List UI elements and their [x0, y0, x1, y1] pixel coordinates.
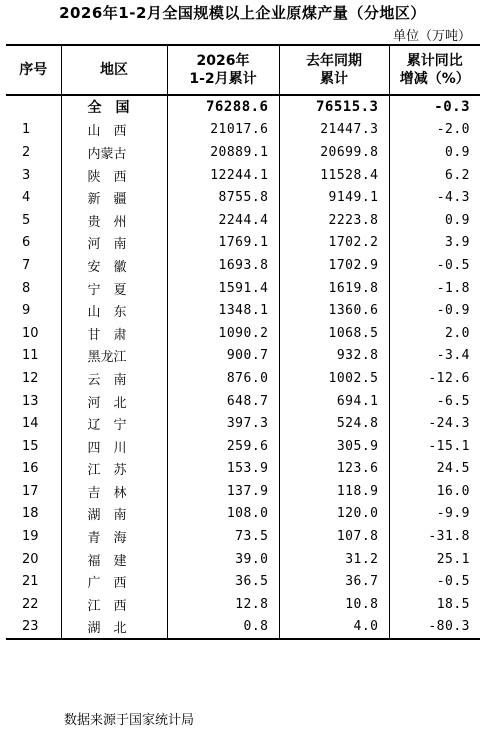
cell-seq [6, 95, 61, 119]
cell-region: 四 川 [61, 435, 167, 458]
cell-region: 河 北 [61, 390, 167, 413]
cell-yoy: 25.1 [389, 548, 480, 571]
cell-yoy: -0.9 [389, 299, 480, 322]
cell-yoy: -31.8 [389, 525, 480, 548]
cell-current: 1693.8 [167, 254, 279, 277]
cell-previous: 118.9 [279, 480, 389, 503]
cell-region: 福 建 [61, 548, 167, 571]
table-row [6, 525, 480, 548]
cell-yoy: 3.9 [389, 232, 480, 255]
cell-yoy: -80.3 [389, 616, 480, 640]
cell-seq: 8 [6, 277, 61, 300]
cell-previous: 120.0 [279, 503, 389, 526]
cell-current: 20889.1 [167, 141, 279, 164]
cell-previous: 1002.5 [279, 367, 389, 390]
cell-seq: 16 [6, 458, 61, 481]
cell-yoy: -1.8 [389, 277, 480, 300]
table-row [6, 232, 480, 255]
cell-current: 76288.6 [167, 95, 279, 119]
cell-seq: 18 [6, 503, 61, 526]
cell-yoy: 18.5 [389, 593, 480, 616]
cell-previous: 305.9 [279, 435, 389, 458]
cell-seq: 11 [6, 345, 61, 368]
cell-yoy: -9.9 [389, 503, 480, 526]
table-row [6, 164, 480, 187]
cell-region: 江 西 [61, 593, 167, 616]
cell-yoy: -3.4 [389, 345, 480, 368]
cell-previous: 76515.3 [279, 95, 389, 119]
cell-current: 1591.4 [167, 277, 279, 300]
unit-label: 单位（万吨） [392, 29, 471, 44]
cell-yoy: 24.5 [389, 458, 480, 481]
cell-yoy: -24.3 [389, 412, 480, 435]
cell-seq: 17 [6, 480, 61, 503]
cell-yoy: 2.0 [389, 322, 480, 345]
cell-region: 宁 夏 [61, 277, 167, 300]
table-row [6, 299, 480, 322]
cell-current: 1769.1 [167, 232, 279, 255]
cell-seq: 1 [6, 119, 61, 142]
cell-previous: 1068.5 [279, 322, 389, 345]
cell-yoy: 6.2 [389, 164, 480, 187]
cell-seq: 7 [6, 254, 61, 277]
table-row [6, 548, 480, 571]
cell-previous: 1702.2 [279, 232, 389, 255]
cell-region: 吉 林 [61, 480, 167, 503]
cell-current: 12.8 [167, 593, 279, 616]
cell-previous: 1702.9 [279, 254, 389, 277]
cell-current: 8755.8 [167, 186, 279, 209]
cell-yoy: -0.3 [389, 95, 480, 119]
cell-yoy: -4.3 [389, 186, 480, 209]
cell-seq: 21 [6, 570, 61, 593]
cell-region: 湖 北 [61, 616, 167, 640]
cell-region: 陕 西 [61, 164, 167, 187]
coal-output-table [6, 44, 480, 640]
cell-previous: 123.6 [279, 458, 389, 481]
cell-previous: 20699.8 [279, 141, 389, 164]
cell-region: 山 西 [61, 119, 167, 142]
table-row [6, 616, 480, 640]
table-row [6, 186, 480, 209]
table-row [6, 209, 480, 232]
cell-seq: 13 [6, 390, 61, 413]
cell-seq: 4 [6, 186, 61, 209]
table-row [6, 458, 480, 481]
cell-seq: 5 [6, 209, 61, 232]
cell-yoy: -12.6 [389, 367, 480, 390]
cell-current: 648.7 [167, 390, 279, 413]
cell-region: 甘 肃 [61, 322, 167, 345]
table-row [6, 593, 480, 616]
cell-previous: 2223.8 [279, 209, 389, 232]
table-row [6, 412, 480, 435]
table-row [6, 570, 480, 593]
cell-region: 贵 州 [61, 209, 167, 232]
cell-seq: 15 [6, 435, 61, 458]
cell-current: 12244.1 [167, 164, 279, 187]
source-note: 数据来源于国家统计局 [64, 713, 195, 728]
cell-current: 153.9 [167, 458, 279, 481]
cell-yoy: -2.0 [389, 119, 480, 142]
table-row [6, 435, 480, 458]
cell-previous: 36.7 [279, 570, 389, 593]
cell-previous: 107.8 [279, 525, 389, 548]
cell-seq: 6 [6, 232, 61, 255]
cell-region: 辽 宁 [61, 412, 167, 435]
cell-region: 青 海 [61, 525, 167, 548]
cell-yoy: -6.5 [389, 390, 480, 413]
header-current: 2026年 1-2月累计 [167, 45, 279, 95]
cell-yoy: -0.5 [389, 254, 480, 277]
table-row [6, 141, 480, 164]
cell-region: 黑龙江 [61, 345, 167, 368]
cell-seq: 9 [6, 299, 61, 322]
table-row [6, 390, 480, 413]
table-body [6, 95, 480, 639]
cell-current: 2244.4 [167, 209, 279, 232]
cell-previous: 1360.6 [279, 299, 389, 322]
cell-region: 河 南 [61, 232, 167, 255]
header-seq: 序号 [6, 45, 61, 95]
cell-previous: 21447.3 [279, 119, 389, 142]
table-row [6, 277, 480, 300]
cell-current: 0.8 [167, 616, 279, 640]
cell-current: 73.5 [167, 525, 279, 548]
cell-current: 259.6 [167, 435, 279, 458]
cell-current: 876.0 [167, 367, 279, 390]
header-region: 地区 [61, 45, 167, 95]
cell-current: 21017.6 [167, 119, 279, 142]
table-header-row [6, 45, 480, 95]
cell-yoy: -0.5 [389, 570, 480, 593]
table-row [6, 254, 480, 277]
cell-region: 内蒙古 [61, 141, 167, 164]
cell-current: 137.9 [167, 480, 279, 503]
cell-previous: 694.1 [279, 390, 389, 413]
cell-seq: 3 [6, 164, 61, 187]
cell-yoy: 16.0 [389, 480, 480, 503]
cell-seq: 2 [6, 141, 61, 164]
cell-current: 397.3 [167, 412, 279, 435]
cell-yoy: 0.9 [389, 141, 480, 164]
cell-previous: 9149.1 [279, 186, 389, 209]
cell-previous: 4.0 [279, 616, 389, 640]
cell-current: 39.0 [167, 548, 279, 571]
table-row [6, 322, 480, 345]
page-title: 2026年1-2月全国规模以上企业原煤产量（分地区） [59, 4, 426, 22]
cell-seq: 14 [6, 412, 61, 435]
table-row [6, 119, 480, 142]
cell-previous: 31.2 [279, 548, 389, 571]
header-yoy: 累计同比 增减（%） [389, 45, 480, 95]
cell-seq: 12 [6, 367, 61, 390]
cell-region: 山 东 [61, 299, 167, 322]
cell-yoy: 0.9 [389, 209, 480, 232]
cell-seq: 10 [6, 322, 61, 345]
cell-region: 安 徽 [61, 254, 167, 277]
cell-region: 广 西 [61, 570, 167, 593]
cell-region: 全 国 [61, 95, 167, 119]
cell-previous: 11528.4 [279, 164, 389, 187]
header-previous: 去年同期 累计 [279, 45, 389, 95]
cell-yoy: -15.1 [389, 435, 480, 458]
cell-current: 108.0 [167, 503, 279, 526]
cell-previous: 524.8 [279, 412, 389, 435]
cell-previous: 932.8 [279, 345, 389, 368]
cell-current: 1348.1 [167, 299, 279, 322]
cell-seq: 20 [6, 548, 61, 571]
cell-seq: 22 [6, 593, 61, 616]
cell-previous: 10.8 [279, 593, 389, 616]
cell-seq: 23 [6, 616, 61, 640]
cell-region: 新 疆 [61, 186, 167, 209]
cell-current: 900.7 [167, 345, 279, 368]
cell-region: 江 苏 [61, 458, 167, 481]
cell-current: 1090.2 [167, 322, 279, 345]
cell-previous: 1619.8 [279, 277, 389, 300]
cell-seq: 19 [6, 525, 61, 548]
table-row [6, 345, 480, 368]
table-row [6, 480, 480, 503]
cell-region: 湖 南 [61, 503, 167, 526]
table-row [6, 367, 480, 390]
table-row-total [6, 95, 480, 119]
cell-current: 36.5 [167, 570, 279, 593]
table-row [6, 503, 480, 526]
cell-region: 云 南 [61, 367, 167, 390]
